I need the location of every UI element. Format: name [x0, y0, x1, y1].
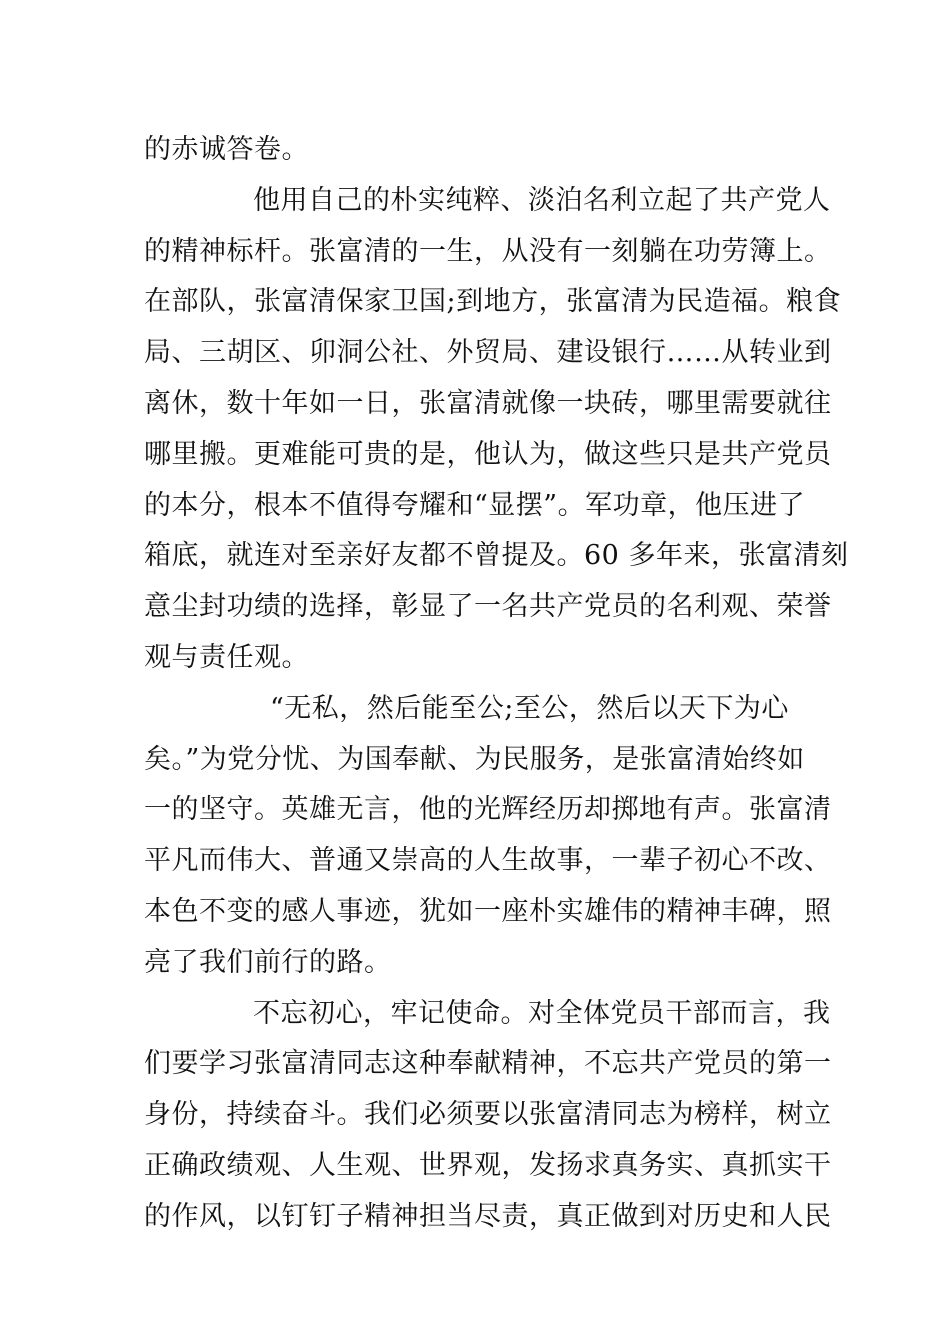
text-line: 意尘封功绩的选择，彰显了一名共产党员的名利观、荣誉 — [144, 591, 832, 623]
text-line: 局、三胡区、卯洞公社、外贸局、建设银行……从转业到 — [144, 337, 832, 369]
text-line: 们要学习张富清同志这种奉献精神，不忘共产党员的第一 — [144, 1048, 832, 1080]
paragraph-start-line: 不忘初心，牢记使命。对全体党员干部而言，我 — [253, 997, 831, 1029]
text-line: 的精神标杆。张富清的一生，从没有一刻躺在功劳簿上。 — [144, 235, 832, 267]
text-line: 离休，数十年如一日，张富清就像一块砖，哪里需要就往 — [144, 387, 832, 419]
text-line: 身份，持续奋斗。我们必须要以张富清同志为榜样，树立 — [144, 1099, 832, 1131]
text-line: 在部队，张富清保家卫国;到地方，张富清为民造福。粮食 — [144, 286, 842, 318]
text-line: 箱底，就连对至亲好友都不曾提及。60 多年来，张富清刻 — [144, 540, 849, 572]
paragraph-start-line: “无私，然后能至公;至公，然后以天下为心 — [270, 692, 789, 724]
text-line: 平凡而伟大、普通又崇高的人生故事，一辈子初心不改、 — [144, 845, 832, 877]
text-line: 的赤诚答卷。 — [144, 134, 309, 165]
text-line: 的本分，根本不值得夸耀和“显摆”。军功章，他压进了 — [144, 489, 806, 521]
text-line: 正确政绩观、人生观、世界观，发扬求真务实、真抓实干 — [144, 1149, 832, 1181]
text-line: 的作风，以钉钉子精神担当尽责，真正做到对历史和人民 — [144, 1200, 832, 1232]
text-line: 哪里搬。更难能可贵的是，他认为，做这些只是共产党员 — [144, 438, 832, 470]
text-line: 本色不变的感人事迹，犹如一座朴实雄伟的精神丰碑，照 — [144, 895, 832, 927]
paragraph-start-line: 他用自己的朴实纯粹、淡泊名利立起了共产党人 — [253, 184, 831, 216]
text-line: 一的坚守。英雄无言，他的光辉经历却掷地有声。张富清 — [144, 794, 832, 826]
text-line: 观与责任观。 — [144, 641, 309, 673]
text-line: 矣。”为党分忧、为国奉献、为民服务，是张富清始终如 — [144, 743, 805, 775]
text-line: 亮了我们前行的路。 — [144, 946, 392, 978]
document-body — [144, 125, 849, 1243]
